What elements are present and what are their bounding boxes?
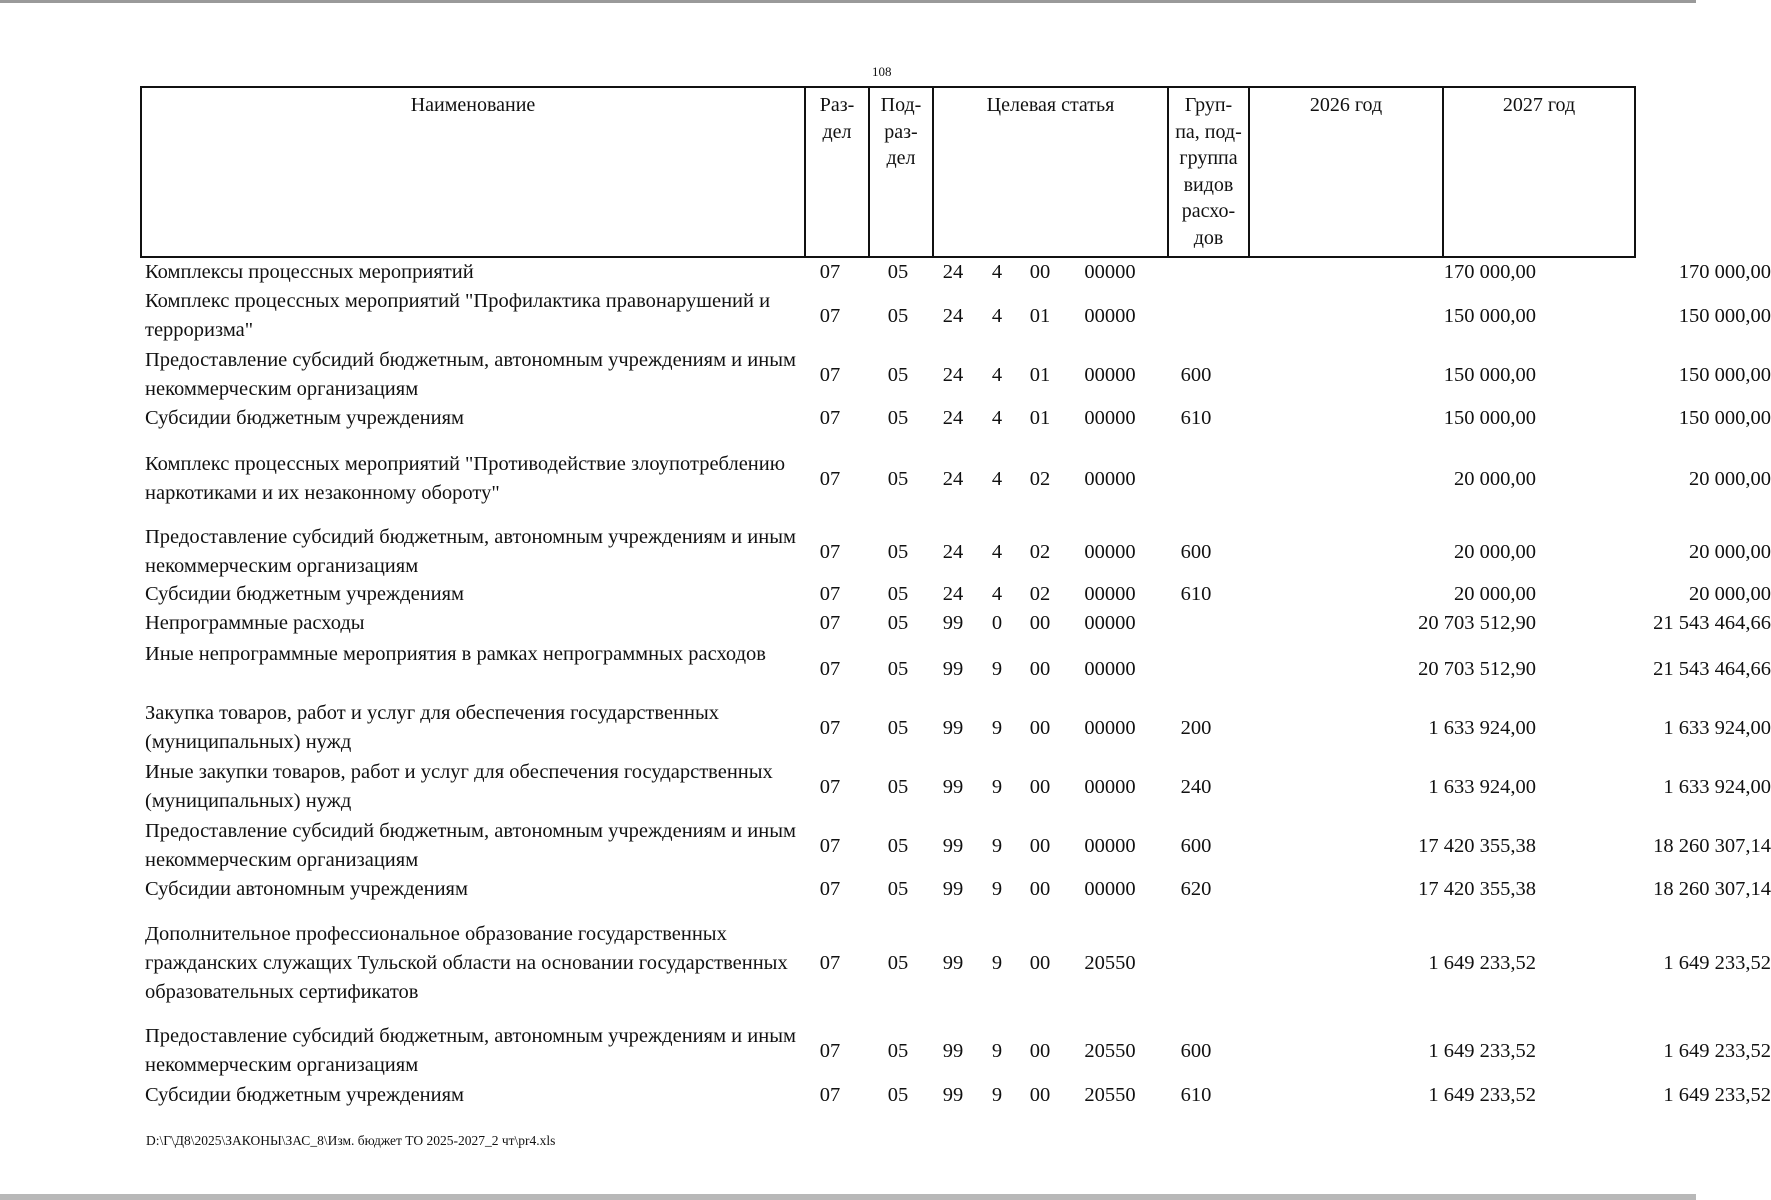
row-target-type: 9 <box>991 1040 1003 1062</box>
scan-edge-top <box>0 0 1696 3</box>
row-razdel: 07 <box>819 541 841 563</box>
table-header <box>140 86 1636 258</box>
row-name: Субсидии автономным учреждениям <box>145 878 468 900</box>
row-amount-2026: 1 649 233,52 <box>1428 1040 1536 1062</box>
row-target-type: 4 <box>991 541 1003 563</box>
row-target-direction: 00000 <box>1084 364 1136 386</box>
row-target-direction: 00000 <box>1084 305 1136 327</box>
row-target-direction: 00000 <box>1084 261 1136 283</box>
row-target-type: 4 <box>991 305 1003 327</box>
row-target-direction: 00000 <box>1084 658 1136 680</box>
row-target-type: 0 <box>991 612 1003 634</box>
row-amount-2027: 150 000,00 <box>1678 364 1771 386</box>
row-target-program: 99 <box>942 835 964 857</box>
row-podrazdel: 05 <box>887 612 909 634</box>
row-amount-2026: 150 000,00 <box>1443 364 1536 386</box>
row-amount-2026: 150 000,00 <box>1443 305 1536 327</box>
row-podrazdel: 05 <box>887 1040 909 1062</box>
header-year-2026: 2026 год <box>1249 87 1443 257</box>
row-group: 600 <box>1180 835 1212 857</box>
row-amount-2026: 170 000,00 <box>1443 261 1536 283</box>
row-amount-2026: 17 420 355,38 <box>1418 878 1536 900</box>
row-target-program: 99 <box>942 1084 964 1106</box>
row-target-direction: 20550 <box>1084 952 1136 974</box>
row-podrazdel: 05 <box>887 541 909 563</box>
row-razdel: 07 <box>819 658 841 680</box>
row-amount-2026: 1 649 233,52 <box>1428 1084 1536 1106</box>
row-group: 600 <box>1180 1040 1212 1062</box>
row-razdel: 07 <box>819 952 841 974</box>
row-name: Предоставление субсидий бюджетным, автономным учреждениям и иным некоммерческим организациям <box>145 526 796 577</box>
row-podrazdel: 05 <box>887 364 909 386</box>
row-target-type: 4 <box>991 364 1003 386</box>
row-target-direction: 00000 <box>1084 717 1136 739</box>
row-razdel: 07 <box>819 835 841 857</box>
row-razdel: 07 <box>819 717 841 739</box>
row-amount-2027: 1 633 924,00 <box>1663 717 1771 739</box>
row-amount-2026: 1 649 233,52 <box>1428 952 1536 974</box>
row-target-program: 99 <box>942 612 964 634</box>
row-target-element: 01 <box>1029 305 1051 327</box>
row-target-direction: 00000 <box>1084 407 1136 429</box>
row-name: Субсидии бюджетным учреждениям <box>145 407 465 429</box>
row-razdel: 07 <box>819 1084 841 1106</box>
row-name: Комплексы процессных мероприятий <box>145 261 474 283</box>
row-amount-2027: 20 000,00 <box>1689 468 1771 490</box>
row-target-program: 24 <box>942 305 964 327</box>
row-amount-2027: 150 000,00 <box>1678 305 1771 327</box>
row-podrazdel: 05 <box>887 717 909 739</box>
row-target-element: 00 <box>1029 261 1051 283</box>
row-name: Иные закупки товаров, работ и услуг для обеспечения государственных (муниципальных) нужд <box>145 761 773 812</box>
row-amount-2027: 21 543 464,66 <box>1653 612 1771 634</box>
row-group: 610 <box>1180 407 1212 429</box>
row-razdel: 07 <box>819 364 841 386</box>
row-amount-2027: 21 543 464,66 <box>1653 658 1771 680</box>
row-target-program: 24 <box>942 364 964 386</box>
row-amount-2027: 20 000,00 <box>1689 541 1771 563</box>
row-amount-2026: 20 000,00 <box>1454 583 1536 605</box>
row-group: 200 <box>1180 717 1212 739</box>
row-podrazdel: 05 <box>887 468 909 490</box>
row-razdel: 07 <box>819 612 841 634</box>
scan-edge-bottom <box>0 1194 1696 1200</box>
row-amount-2027: 20 000,00 <box>1689 583 1771 605</box>
row-target-program: 99 <box>942 717 964 739</box>
row-target-direction: 00000 <box>1084 612 1136 634</box>
row-target-type: 9 <box>991 658 1003 680</box>
row-target-direction: 00000 <box>1084 878 1136 900</box>
row-podrazdel: 05 <box>887 1084 909 1106</box>
row-target-program: 24 <box>942 468 964 490</box>
row-podrazdel: 05 <box>887 261 909 283</box>
row-podrazdel: 05 <box>887 835 909 857</box>
row-target-program: 24 <box>942 583 964 605</box>
row-target-type: 9 <box>991 878 1003 900</box>
header-year-2027: 2027 год <box>1443 87 1635 257</box>
row-target-type: 4 <box>991 468 1003 490</box>
row-name: Комплекс процессных мероприятий "Профилактика правонарушений и терроризма" <box>145 290 771 341</box>
header-name: Наименование <box>410 94 536 116</box>
row-target-direction: 20550 <box>1084 1084 1136 1106</box>
row-razdel: 07 <box>819 468 841 490</box>
row-name: Иные непрограммные мероприятия в рамках непрограммных расходов <box>145 643 766 665</box>
row-target-type: 9 <box>991 1084 1003 1106</box>
row-target-type: 4 <box>991 261 1003 283</box>
row-name: Предоставление субсидий бюджетным, автономным учреждениям и иным некоммерческим организациям <box>145 1025 796 1076</box>
row-group: 610 <box>1180 1084 1212 1106</box>
page-number: 108 <box>872 64 892 79</box>
row-target-element: 00 <box>1029 878 1051 900</box>
row-group: 620 <box>1180 878 1212 900</box>
row-target-program: 24 <box>942 261 964 283</box>
row-target-direction: 00000 <box>1084 468 1136 490</box>
row-target-type: 9 <box>991 952 1003 974</box>
row-amount-2027: 18 260 307,14 <box>1653 878 1771 900</box>
row-target-element: 00 <box>1029 835 1051 857</box>
row-podrazdel: 05 <box>887 407 909 429</box>
row-razdel: 07 <box>819 1040 841 1062</box>
row-target-element: 00 <box>1029 776 1051 798</box>
row-target-element: 01 <box>1029 407 1051 429</box>
row-amount-2026: 20 703 512,90 <box>1418 658 1536 680</box>
row-name: Непрограммные расходы <box>145 612 365 634</box>
row-target-element: 00 <box>1029 952 1051 974</box>
row-target-type: 9 <box>991 835 1003 857</box>
row-target-program: 99 <box>942 658 964 680</box>
row-amount-2026: 1 633 924,00 <box>1428 776 1536 798</box>
header-razdel: Раз- дел <box>805 87 869 257</box>
row-name: Предоставление субсидий бюджетным, автономным учреждениям и иным некоммерческим организациям <box>145 820 796 871</box>
row-target-program: 24 <box>942 407 964 429</box>
row-target-program: 99 <box>942 776 964 798</box>
row-podrazdel: 05 <box>887 305 909 327</box>
row-amount-2027: 1 649 233,52 <box>1663 952 1771 974</box>
row-target-type: 4 <box>991 583 1003 605</box>
row-podrazdel: 05 <box>887 583 909 605</box>
row-target-element: 00 <box>1029 658 1051 680</box>
row-target-program: 99 <box>942 1040 964 1062</box>
row-name: Закупка товаров, работ и услуг для обеспечения государственных (муниципальных) нужд <box>145 702 720 753</box>
row-podrazdel: 05 <box>887 658 909 680</box>
row-amount-2027: 170 000,00 <box>1678 261 1771 283</box>
row-target-direction: 00000 <box>1084 583 1136 605</box>
row-target-element: 00 <box>1029 1040 1051 1062</box>
header-target-article: Целевая статья <box>933 87 1168 257</box>
row-group: 610 <box>1180 583 1212 605</box>
row-amount-2027: 18 260 307,14 <box>1653 835 1771 857</box>
row-razdel: 07 <box>819 305 841 327</box>
row-podrazdel: 05 <box>887 878 909 900</box>
row-group: 600 <box>1180 541 1212 563</box>
row-target-program: 99 <box>942 878 964 900</box>
row-name: Субсидии бюджетным учреждениям <box>145 583 465 605</box>
row-amount-2026: 1 633 924,00 <box>1428 717 1536 739</box>
row-amount-2027: 1 633 924,00 <box>1663 776 1771 798</box>
row-target-element: 00 <box>1029 1084 1051 1106</box>
row-target-direction: 20550 <box>1084 1040 1136 1062</box>
row-target-type: 9 <box>991 717 1003 739</box>
row-name: Дополнительное профессиональное образование государственных гражданских служащих Тульской области на основании государственных образовательных сертификатов <box>145 923 788 1003</box>
row-target-element: 02 <box>1029 583 1051 605</box>
row-podrazdel: 05 <box>887 952 909 974</box>
row-amount-2026: 20 000,00 <box>1454 541 1536 563</box>
row-target-element: 02 <box>1029 468 1051 490</box>
row-name: Субсидии бюджетным учреждениям <box>145 1084 465 1106</box>
row-amount-2026: 20 000,00 <box>1454 468 1536 490</box>
row-amount-2027: 1 649 233,52 <box>1663 1040 1771 1062</box>
row-amount-2027: 1 649 233,52 <box>1663 1084 1771 1106</box>
row-target-program: 24 <box>942 541 964 563</box>
row-group: 240 <box>1180 776 1212 798</box>
row-razdel: 07 <box>819 583 841 605</box>
row-target-program: 99 <box>942 952 964 974</box>
row-razdel: 07 <box>819 407 841 429</box>
row-target-direction: 00000 <box>1084 541 1136 563</box>
header-group: Груп- па, под- группа видов расхо- дов <box>1168 87 1249 257</box>
row-podrazdel: 05 <box>887 776 909 798</box>
row-amount-2026: 17 420 355,38 <box>1418 835 1536 857</box>
row-amount-2026: 20 703 512,90 <box>1418 612 1536 634</box>
row-target-element: 00 <box>1029 612 1051 634</box>
row-target-type: 4 <box>991 407 1003 429</box>
row-name: Комплекс процессных мероприятий "Противодействие злоупотреблению наркотиками и их незаконному обороту" <box>145 453 786 504</box>
row-razdel: 07 <box>819 261 841 283</box>
row-group: 600 <box>1180 364 1212 386</box>
header-podrazdel: Под- раз- дел <box>869 87 933 257</box>
row-amount-2027: 150 000,00 <box>1678 407 1771 429</box>
row-target-element: 01 <box>1029 364 1051 386</box>
row-target-element: 02 <box>1029 541 1051 563</box>
row-target-type: 9 <box>991 776 1003 798</box>
row-target-element: 00 <box>1029 717 1051 739</box>
row-target-direction: 00000 <box>1084 776 1136 798</box>
row-razdel: 07 <box>819 776 841 798</box>
row-amount-2026: 150 000,00 <box>1443 407 1536 429</box>
row-razdel: 07 <box>819 878 841 900</box>
row-target-direction: 00000 <box>1084 835 1136 857</box>
file-path-footer: D:\Г\Д8\2025\ЗАКОНЫ\ЗАС_8\Изм. бюджет ТО 2025-2027_2 чт\pr4.xls <box>146 1133 556 1148</box>
row-name: Предоставление субсидий бюджетным, автономным учреждениям и иным некоммерческим организациям <box>145 349 796 400</box>
